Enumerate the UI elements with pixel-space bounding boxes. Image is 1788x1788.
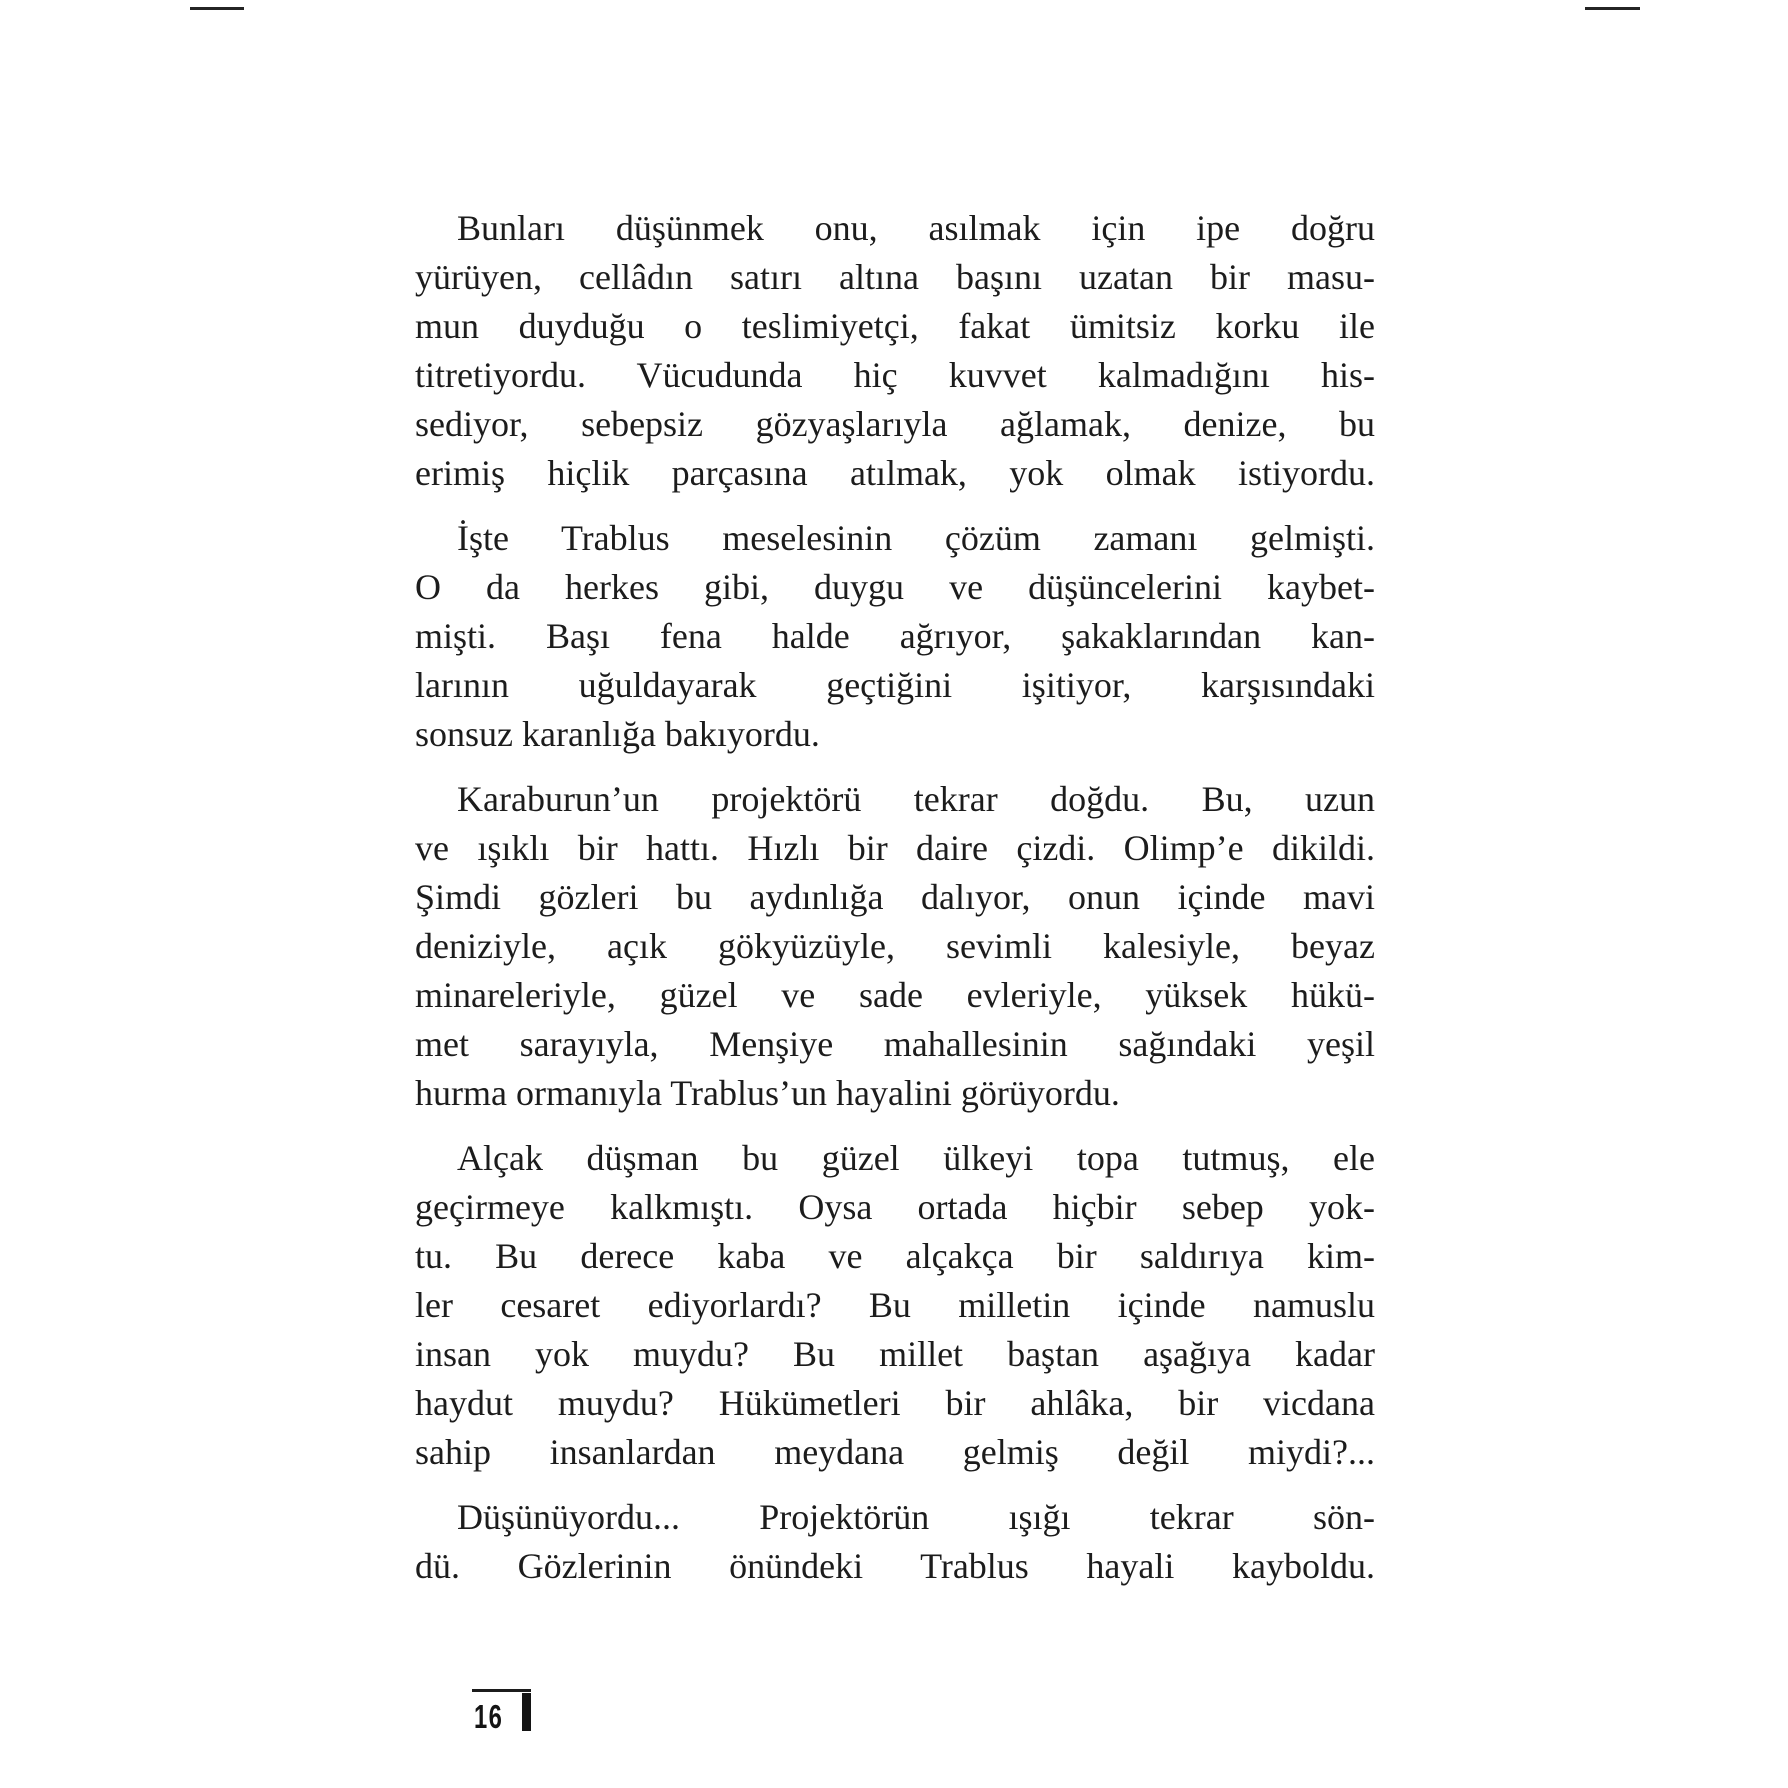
text-line: erimiş hiçlik parçasına atılmak, yok olmak istiyordu. xyxy=(415,453,1375,493)
text-line: Alçak düşman bu güzel ülkeyi topa tutmuş, ele xyxy=(457,1138,1375,1178)
text-line: haydut muydu? Hükümetleri bir ahlâka, bir vicdana xyxy=(415,1383,1375,1423)
body-text xyxy=(415,204,1375,1607)
text-line: met sarayıyla, Menşiye mahallesinin sağındaki yeşil xyxy=(415,1024,1375,1064)
text-line: tu. Bu derece kaba ve alçakça bir saldırıya kim- xyxy=(415,1236,1375,1276)
paragraph xyxy=(415,1134,1375,1477)
text-line: sonsuz karanlığa bakıyordu. xyxy=(415,714,820,754)
text-line: ve ışıklı bir hattı. Hızlı bir daire çizdi. Olimp’e dikildi. xyxy=(415,828,1375,868)
top-left-rule xyxy=(190,7,244,10)
text-line: Bunları düşünmek onu, asılmak için ipe doğru xyxy=(457,208,1375,248)
text-line: ler cesaret ediyorlardı? Bu milletin içinde namuslu xyxy=(415,1285,1375,1325)
text-line: Şimdi gözleri bu aydınlığa dalıyor, onun içinde mavi xyxy=(415,877,1375,917)
text-line: hurma ormanıyla Trablus’un hayalini görüyordu. xyxy=(415,1073,1120,1113)
text-line: insan yok muydu? Bu millet baştan aşağıya kadar xyxy=(415,1334,1375,1374)
text-line: O da herkes gibi, duygu ve düşüncelerini kaybet- xyxy=(415,567,1375,607)
paragraph xyxy=(415,1493,1375,1591)
text-line: mişti. Başı fena halde ağrıyor, şakaklarından kan- xyxy=(415,616,1375,656)
page-number-bar xyxy=(522,1693,531,1731)
text-line: mun duyduğu o teslimiyetçi, fakat ümitsiz korku ile xyxy=(415,306,1375,346)
text-line: Düşünüyordu... Projektörün ışığı tekrar sön- xyxy=(457,1497,1375,1537)
text-line: sahip insanlardan meydana gelmiş değil miydi?... xyxy=(415,1432,1375,1472)
paragraph xyxy=(415,204,1375,498)
page-number-rule xyxy=(472,1689,531,1692)
page-number: 16 xyxy=(474,1698,504,1735)
text-line: dü. Gözlerinin önündeki Trablus hayali kayboldu. xyxy=(415,1546,1375,1586)
text-line: deniziyle, açık gökyüzüyle, sevimli kalesiyle, beyaz xyxy=(415,926,1375,966)
text-line: İşte Trablus meselesinin çözüm zamanı gelmişti. xyxy=(457,518,1375,558)
paragraph xyxy=(415,775,1375,1118)
text-line: geçirmeye kalkmıştı. Oysa ortada hiçbir sebep yok- xyxy=(415,1187,1375,1227)
text-line: minareleriyle, güzel ve sade evleriyle, yüksek hükü- xyxy=(415,975,1375,1015)
page-number-group xyxy=(472,1689,542,1739)
text-line: Karaburun’un projektörü tekrar doğdu. Bu, uzun xyxy=(457,779,1375,819)
text-line: yürüyen, cellâdın satırı altına başını uzatan bir masu- xyxy=(415,257,1375,297)
paragraph xyxy=(415,514,1375,759)
text-line: sediyor, sebepsiz gözyaşlarıyla ağlamak, denize, bu xyxy=(415,404,1375,444)
text-line: larının uğuldayarak geçtiğini işitiyor, karşısındaki xyxy=(415,665,1375,705)
text-line: titretiyordu. Vücudunda hiç kuvvet kalmadığını his- xyxy=(415,355,1375,395)
top-right-rule xyxy=(1585,7,1640,10)
